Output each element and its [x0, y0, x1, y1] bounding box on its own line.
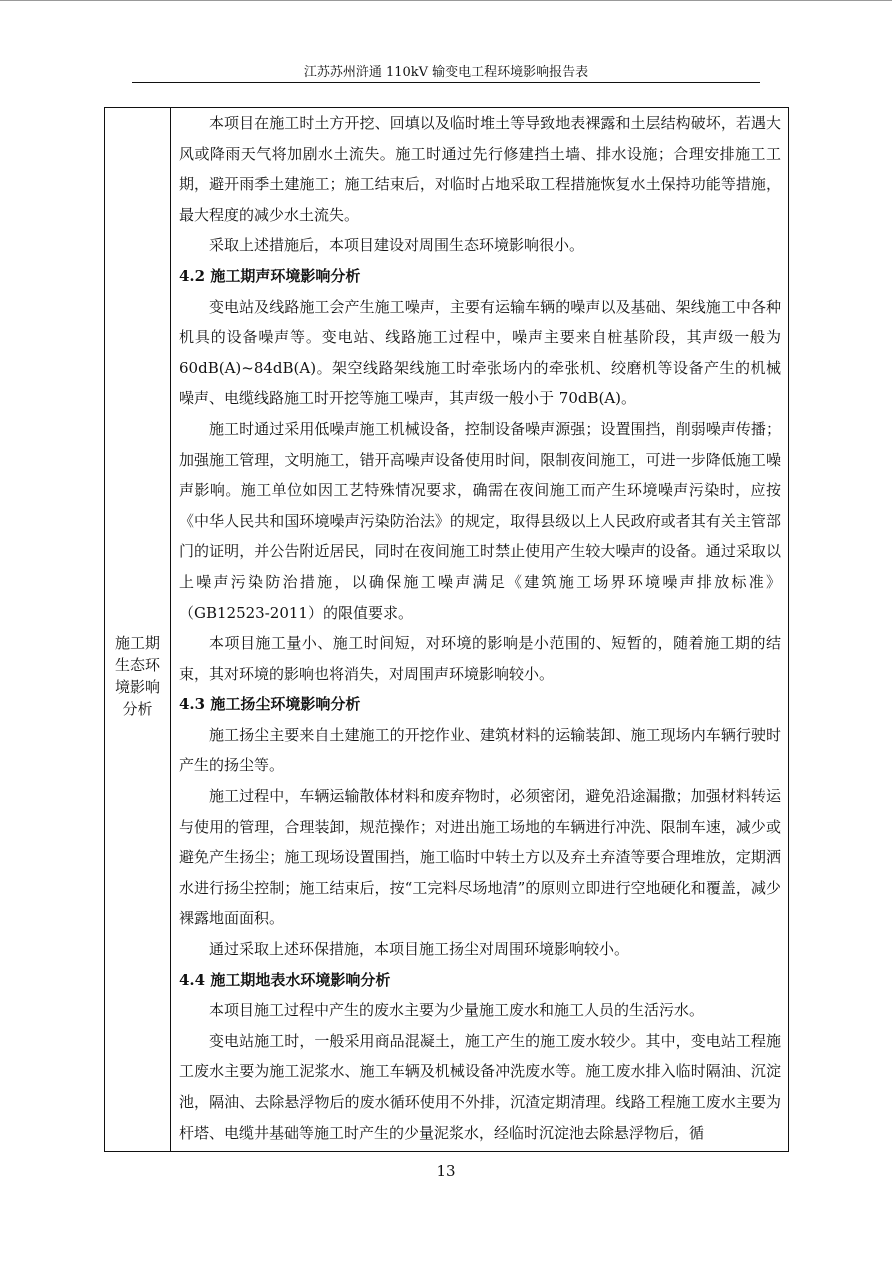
section-heading: 4.4 施工期地表水环境影响分析	[179, 970, 391, 989]
row-label-line: 生态环	[114, 656, 160, 674]
header-rule	[132, 82, 760, 83]
section-heading: 4.3 施工扬尘环境影响分析	[179, 695, 361, 714]
paragraph: 采取上述措施后，本项目建设对周围生态环境影响很小。	[209, 236, 585, 255]
content-table	[104, 107, 789, 1152]
paragraph: 本项目施工量小、施工时间短，对环境的影响是小范围的、短暂的，随着施工期的结束，其对环境的影响也将消失，对周围声环境影响较小。	[179, 634, 781, 683]
page-header: 江苏苏州浒通 110kV 输变电工程环境影响报告表	[303, 65, 589, 80]
section-heading: 4.2 施工期声环境影响分析	[179, 266, 361, 285]
paragraph: 通过采取上述环保措施，本项目施工扬尘对周围环境影响较小。	[209, 940, 630, 959]
content-cell	[179, 108, 781, 1148]
row-label-line: 分析	[122, 700, 153, 718]
paragraph: 本项目施工过程中产生的废水主要为少量施工废水和施工人员的生活污水。	[209, 1001, 705, 1020]
paragraph: 施工扬尘主要来自土建施工的开挖作业、建筑材料的运输装卸、施工现场内车辆行驶时产生的扬尘等。	[179, 725, 781, 775]
column-divider	[170, 108, 171, 1151]
row-label-line: 境影响	[114, 678, 160, 696]
row-label	[105, 632, 170, 720]
page-number: 13	[436, 1162, 456, 1180]
paragraph: 变电站施工时，一般采用商品混凝土，施工产生的施工废水较少。其中，变电站工程施工废水主要为施工泥浆水、施工车辆及机械设备冲洗废水等。施工废水排入临时隔油、沉淀池，隔油、去除悬浮物后的废水循环使用不外排，沉渣定期清理。线路工程施工废水主要为杆塔、电缆井基础等施工时产生的少量泥浆水，经临时沉淀池去除悬浮物后，循	[179, 1031, 781, 1142]
paragraph: 施工过程中，车辆运输散体材料和废弃物时，必须密闭，避免沿途漏撒；加强材料转运与使用的管理，合理装卸，规范操作；对进出施工场地的车辆进行冲洗、限制车速，减少或避免产生扬尘；施工现场设置围挡，施工临时中转土方以及弃土弃渣等要合理堆放，定期洒水进行扬尘控制；施工结束后，按“工完料尽场地清”的原则立即进行空地硬化和覆盖，减少裸露地面面积。	[179, 787, 781, 928]
paragraph: 施工时通过采用低噪声施工机械设备，控制设备噪声源强；设置围挡，削弱噪声传播；加强施工管理，文明施工，错开高噪声设备使用时间，限制夜间施工，可进一步降低施工噪声影响。施工单位如因工艺特殊情况要求，确需在夜间施工而产生环境噪声污染时，应按《中华人民共和国环境噪声污染防治法》的规定，取得县级以上人民政府或者其有关主管部门的证明，并公告附近居民，同时在夜间施工时禁止使用产生较大噪声的设备。通过采取以上噪声污染防治措施，以确保施工噪声满足《建筑施工场界环境噪声排放标准》（GB12523-2011）的限值要求。	[179, 419, 781, 622]
paragraph: 变电站及线路施工会产生施工噪声，主要有运输车辆的噪声以及基础、架线施工中各种机具的设备噪声等。变电站、线路施工过程中，噪声主要来自桩基阶段，其声级一般为 60dB(A)~84dB(A)。架空线路架线施工时牵张场内的牵张机、绞磨机等设备产生的机械噪声、电缆线路施工时开挖等施工噪声，其声级一般小于 70dB(A)。	[179, 297, 781, 408]
paragraph: 本项目在施工时土方开挖、回填以及临时堆土等导致地表裸露和土层结构破坏，若遇大风或降雨天气将加剧水土流失。施工时通过先行修建挡土墙、排水设施；合理安排施工工期，避开雨季土建施工；施工结束后，对临时占地采取工程措施恢复水土保持功能等措施，最大程度的减少水土流失。	[179, 114, 781, 224]
top-rule	[0, 0, 892, 1]
row-label-line: 施工期	[114, 634, 160, 652]
